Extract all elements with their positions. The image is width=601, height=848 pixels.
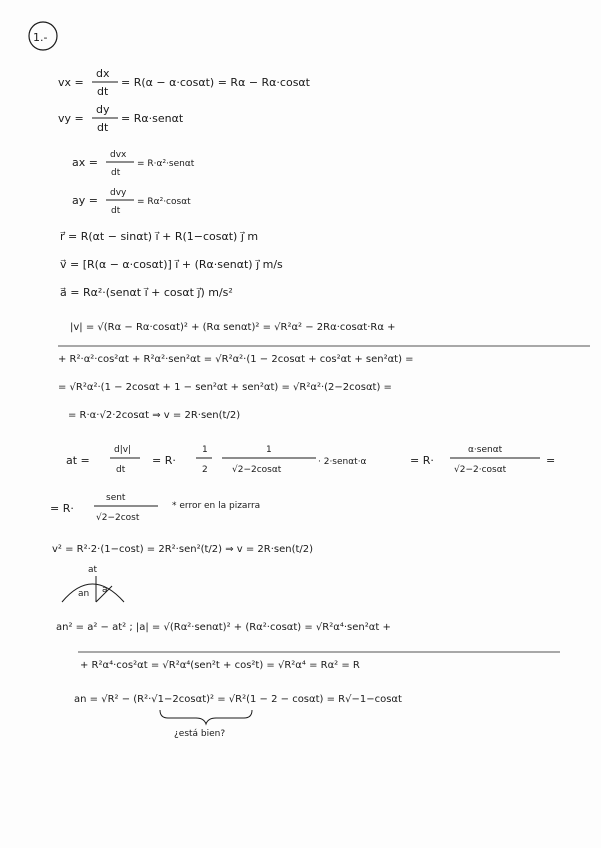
diagram-label-at: at [88, 565, 98, 575]
at-num4: α·senαt [468, 445, 503, 455]
vx-num: dx [96, 67, 110, 80]
eq-vx [0, 62, 601, 102]
eq-acceleration-vector [0, 278, 601, 302]
speed-line-1: |v| = √(Rα − Rα·cosαt)² + (Rα senαt)² = √R²α² − 2Rα·cosαt·Rα + [70, 322, 396, 333]
ay-den: dt [111, 206, 121, 216]
at-lhs: at = [66, 454, 90, 467]
at2-lhs: = R· [50, 502, 74, 515]
blackboard-error-note: * error en la pizarra [172, 501, 261, 511]
position-vector: r⃗ = R(αt − sinαt) i⃗ + R(1−cosαt) j⃗ m [60, 230, 259, 243]
at2-num: sent [106, 493, 126, 503]
at-num2: 1 [202, 445, 208, 455]
eq-normal-acceleration-2 [0, 648, 601, 674]
eq-v-squared [0, 534, 601, 560]
trajectory-arc [62, 584, 124, 602]
vx-lhs: vx = [58, 76, 84, 89]
ay-num: dvy [110, 188, 127, 198]
at-eq: = R· [410, 454, 434, 467]
an2-line-1: an² = a² − at² ; |a| = √(Rα²·senαt)² + (Rα²·cosαt) = √R²α⁴·sen²αt + [56, 622, 391, 633]
speed-line-3: = √R²α²·(1 − 2cosαt + 1 − sen²αt + sen²αt) = √R²α²·(2−2cosαt) = [58, 382, 392, 393]
eq-ay [0, 180, 601, 220]
eq-tangential-acceleration [0, 438, 601, 480]
vy-rhs: = Rα·senαt [121, 112, 184, 125]
at-end: = [546, 454, 556, 467]
eq-speed-3 [0, 372, 601, 398]
at-tail: · 2·senαt·α [318, 457, 367, 467]
page-number-block [0, 14, 601, 58]
acceleration-components-diagram [0, 560, 601, 610]
at-den1: dt [116, 465, 126, 475]
vx-den: dt [97, 85, 109, 98]
v-squared-line: v² = R²·2·(1−cost) = 2R²·sen²(t/2) ⇒ v = 2R·sen(t/2) [52, 544, 314, 555]
velocity-vector: v⃗ = [R(α − α·cosαt)] i⃗ + (Rα·senαt) j⃗ m/s [60, 258, 283, 271]
ax-den: dt [111, 168, 121, 178]
ay-lhs: ay = [72, 194, 98, 207]
eq-tangential-simplified [0, 486, 601, 528]
an-line: an = √R² − (R²·√1−2cosαt)² = √R²(1 − 2 − cosαt) = R√−1−cosαt [74, 694, 402, 705]
eq-speed-1 [0, 312, 601, 338]
ax-num: dvx [110, 150, 127, 160]
ay-rhs: = Rα²·cosαt [137, 197, 191, 207]
question-note: ¿está bien? [174, 729, 226, 739]
vy-den: dt [97, 121, 109, 134]
eq-vy [0, 100, 601, 140]
at2-den: √2−2cost [96, 513, 140, 523]
ax-lhs: ax = [72, 156, 98, 169]
eq-ax [0, 142, 601, 182]
at-den3: √2−2cosαt [232, 465, 282, 475]
diagram-label-an: an [78, 589, 90, 599]
at-den4: √2−2·cosαt [454, 465, 507, 475]
underbrace [160, 710, 252, 724]
acceleration-vector: a⃗ = Rα²·(senαt i⃗ + cosαt j⃗) m/s² [60, 286, 233, 299]
vy-num: dy [96, 103, 110, 116]
eq-velocity-vector [0, 250, 601, 274]
speed-line-2: + R²·α²·cos²αt + R²α²·sen²αt = √R²α²·(1 − 2cosαt + cos²αt + sen²αt) = [58, 354, 414, 365]
eq-speed-2 [0, 342, 601, 368]
an2-line-2: + R²α⁴·cos²αt = √R²α⁴(sen²t + cos²t) = √R²α⁴ = Rα² = R [80, 660, 360, 671]
diagram-label-a: a [102, 585, 108, 595]
ax-rhs: = R·α²·senαt [137, 159, 195, 169]
vx-rhs: = R(α − α·cosαt) = Rα − Rα·cosαt [121, 76, 310, 89]
eq-position-vector [0, 222, 601, 246]
eq-normal-acceleration-1 [0, 612, 601, 638]
at-den2: 2 [202, 465, 208, 475]
vy-lhs: vy = [58, 112, 84, 125]
at-num3: 1 [266, 445, 272, 455]
eq-speed-4 [0, 400, 601, 426]
speed-line-4: = R·α·√2·2cosαt ⇒ v = 2R·sen(t/2) [68, 410, 241, 421]
question-annotation [0, 706, 601, 740]
page-number: 1.- [33, 31, 48, 44]
at-num1: d|v| [114, 445, 132, 455]
at-mid: = R· [152, 454, 176, 467]
